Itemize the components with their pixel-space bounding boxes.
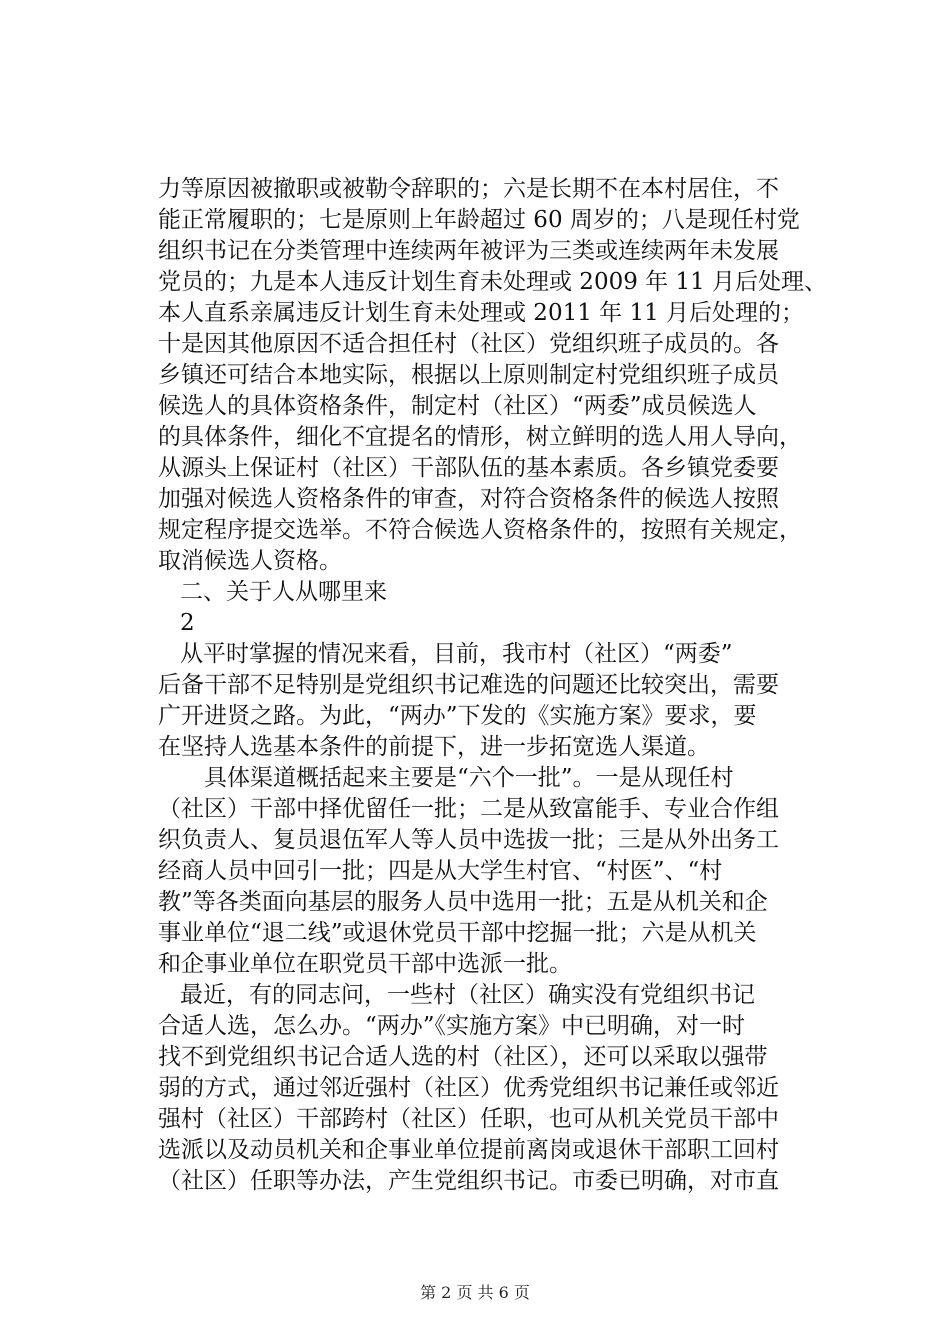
- text-line: 党员的；九是本人违反计划生育未处理或 2009 年 11 月后处理、: [158, 269, 828, 295]
- text-line: 广开进贤之路。为此，“两办”下发的《实施方案》要求，要: [158, 703, 757, 729]
- paragraph-start: 具体渠道概括起来主要是“六个一批”。一是从现任村: [204, 765, 734, 791]
- text-line: 力等原因被撤职或被勒令辞职的；六是长期不在本村居住，不: [158, 176, 779, 202]
- section-number: 2: [180, 610, 195, 636]
- text-line: （社区）任职等办法，产生党组织书记。市委已明确，对市直: [158, 1168, 779, 1194]
- text-line: 选派以及动员机关和企事业单位提前离岗或退休干部职工回村: [158, 1137, 779, 1163]
- text-line: 弱的方式，通过邻近强村（社区）优秀党组织书记兼任或邻近: [158, 1075, 779, 1101]
- text-line: 规定程序提交选举。不符合候选人资格条件的，按照有关规定，: [158, 517, 802, 543]
- text-line: 从源头上保证村（社区）干部队伍的基本素质。各乡镇党委要: [158, 455, 779, 481]
- text-line: 本人直系亲属违反计划生育未处理或 2011 年 11 月后处理的；: [158, 300, 805, 326]
- paragraph-start: 从平时掌握的情况来看，目前，我市村（社区）“两委”: [180, 641, 733, 667]
- text-line: 和企事业单位在职党员干部中选派一批。: [158, 951, 572, 977]
- text-line: 教”等各类面向基层的服务人员中选用一批；五是从机关和企: [158, 889, 768, 915]
- text-line: 乡镇还可结合本地实际，根据以上原则制定村党组织班子成员: [158, 362, 779, 388]
- text-line: 合适人选，怎么办。“两办”《实施方案》中已明确，对一时: [158, 1013, 746, 1039]
- text-line: 在坚持人选基本条件的前提下，进一步拓宽选人渠道。: [158, 734, 710, 760]
- text-line: 事业单位“退二线”或退休党员干部中挖掘一批；六是从机关: [158, 920, 757, 946]
- section-heading: 二、关于人从哪里来: [180, 579, 387, 605]
- text-line: 组织书记在分类管理中连续两年被评为三类或连续两年未发展: [158, 238, 779, 264]
- text-line: 能正常履职的；七是原则上年龄超过 60 周岁的；八是现任村党: [158, 207, 800, 233]
- page-number-label: 第 2 页 共 6 页: [420, 1283, 530, 1302]
- text-line: 候选人的具体资格条件，制定村（社区）“两委”成员候选人: [158, 393, 757, 419]
- text-line: 找不到党组织书记合适人选的村（社区），还可以采取以强带: [158, 1044, 768, 1070]
- text-line: 强村（社区）干部跨村（社区）任职，也可从机关党员干部中: [158, 1106, 779, 1132]
- page-footer: [0, 1283, 950, 1303]
- text-line: 的具体条件，细化不宜提名的情形，树立鲜明的选人用人导向，: [158, 424, 802, 450]
- text-line: 织负责人、复员退伍军人等人员中选拔一批；三是从外出务工: [158, 827, 779, 853]
- body-text: [158, 174, 838, 1197]
- text-line: （社区）干部中择优留任一批；二是从致富能手、专业合作组: [158, 796, 779, 822]
- text-line: 取消候选人资格。: [158, 548, 342, 574]
- text-line: 加强对候选人资格条件的审查，对符合资格条件的候选人按照: [158, 486, 779, 512]
- text-line: 后备干部不足特别是党组织书记难选的问题还比较突出，需要: [158, 672, 779, 698]
- text-line: 十是因其他原因不适合担任村（社区）党组织班子成员的。各: [158, 331, 779, 357]
- text-line: 经商人员中回引一批；四是从大学生村官、“村医”、“村: [158, 858, 723, 884]
- paragraph-start: 最近，有的同志问，一些村（社区）确实没有党组织书记: [180, 982, 755, 1008]
